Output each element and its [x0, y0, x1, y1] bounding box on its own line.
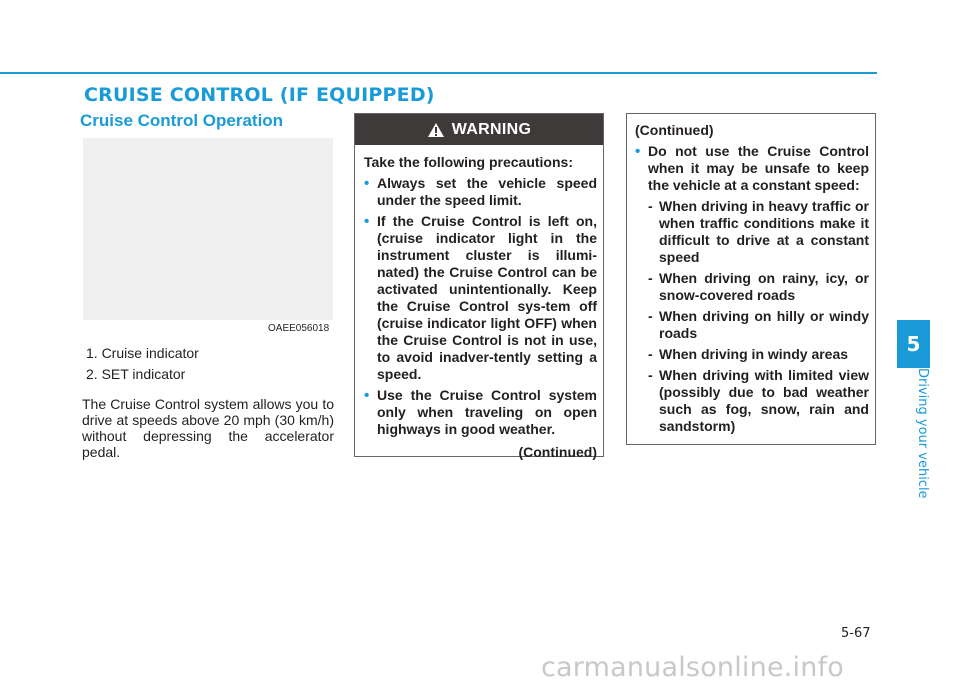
watermark: carmanualsonline.info [541, 652, 844, 683]
list-item-cruise-indicator: 1. Cruise indicator [86, 345, 199, 361]
dash-item [648, 346, 869, 363]
continued-bullet-text: Do not use the Cruise Control when it may be unsafe to keep the vehicle at a constant speed: [648, 143, 869, 193]
subsection-title: Cruise Control Operation [80, 111, 284, 130]
dash-item [648, 367, 869, 435]
dash-mark: - [648, 198, 653, 214]
dash-item [648, 270, 869, 304]
warning-bullet [364, 213, 597, 383]
warning-bullet-text: Use the Cruise Control system only when traveling on open highways in good weather. [377, 387, 597, 437]
body-paragraph: The Cruise Control system allows you to drive at speeds above 20 mph (30 km/h) without depressing the accelerator pedal. [82, 396, 334, 460]
bullet-dot-icon: • [364, 213, 370, 230]
warning-box [354, 113, 604, 460]
section-title: CRUISE CONTROL (IF EQUIPPED) [84, 84, 435, 106]
warning-intro: Take the following precautions: [364, 154, 573, 170]
warning-title: WARNING [451, 120, 532, 138]
chapter-tab: 5 [897, 320, 930, 368]
continued-box [626, 113, 876, 445]
continued-heading: (Continued) [635, 122, 714, 138]
dash-mark: - [648, 367, 653, 383]
warning-bullet-text: If the Cruise Control is left on, (cruise indicator light in the instrument cluster is illumi-nated) the Cruise Control can be activated unintentionally. Keep the Cruise Control sys-tem off (cruise indicator light OFF) when the Cruise Control is not in use, to avoid inadver-tently setting a speed. [377, 213, 597, 382]
list-item-set-indicator: 2. SET indicator [86, 366, 186, 382]
dash-item-text: When driving on hilly or windy roads [659, 308, 869, 341]
figure-code: OAEE056018 [268, 323, 330, 334]
dash-item [648, 198, 869, 266]
continued-body [627, 114, 875, 435]
warning-continued: (Continued) [518, 444, 597, 460]
figure-image [83, 138, 333, 320]
bullet-dot-icon: • [364, 387, 370, 404]
warning-body [355, 145, 603, 461]
warning-bullet-text: Always set the vehicle speed under the speed limit. [377, 175, 597, 208]
dash-item-text: When driving in heavy traffic or when traffic conditions make it difficult to drive at a constant speed [659, 198, 869, 265]
warning-triangle-icon [427, 122, 445, 138]
warning-bullet [364, 387, 597, 438]
dash-item-text: When driving with limited view (possibly due to bad weather such as fog, snow, rain and sandstorm) [659, 367, 869, 434]
dash-mark: - [648, 346, 653, 362]
dash-item-text: When driving on rainy, icy, or snow-covered roads [659, 270, 869, 303]
dash-mark: - [648, 308, 653, 324]
page-number: 5-67 [841, 626, 871, 641]
bullet-dot-icon: • [364, 175, 370, 192]
bullet-dot-icon: • [635, 143, 641, 160]
dash-item-text: When driving in windy areas [659, 346, 849, 362]
dash-item [648, 308, 869, 342]
warning-header [355, 114, 603, 145]
continued-bullet [635, 143, 869, 194]
chapter-label: Driving your vehicle [915, 368, 930, 499]
top-rule [0, 72, 877, 74]
dash-mark: - [648, 270, 653, 286]
warning-bullet [364, 175, 597, 209]
